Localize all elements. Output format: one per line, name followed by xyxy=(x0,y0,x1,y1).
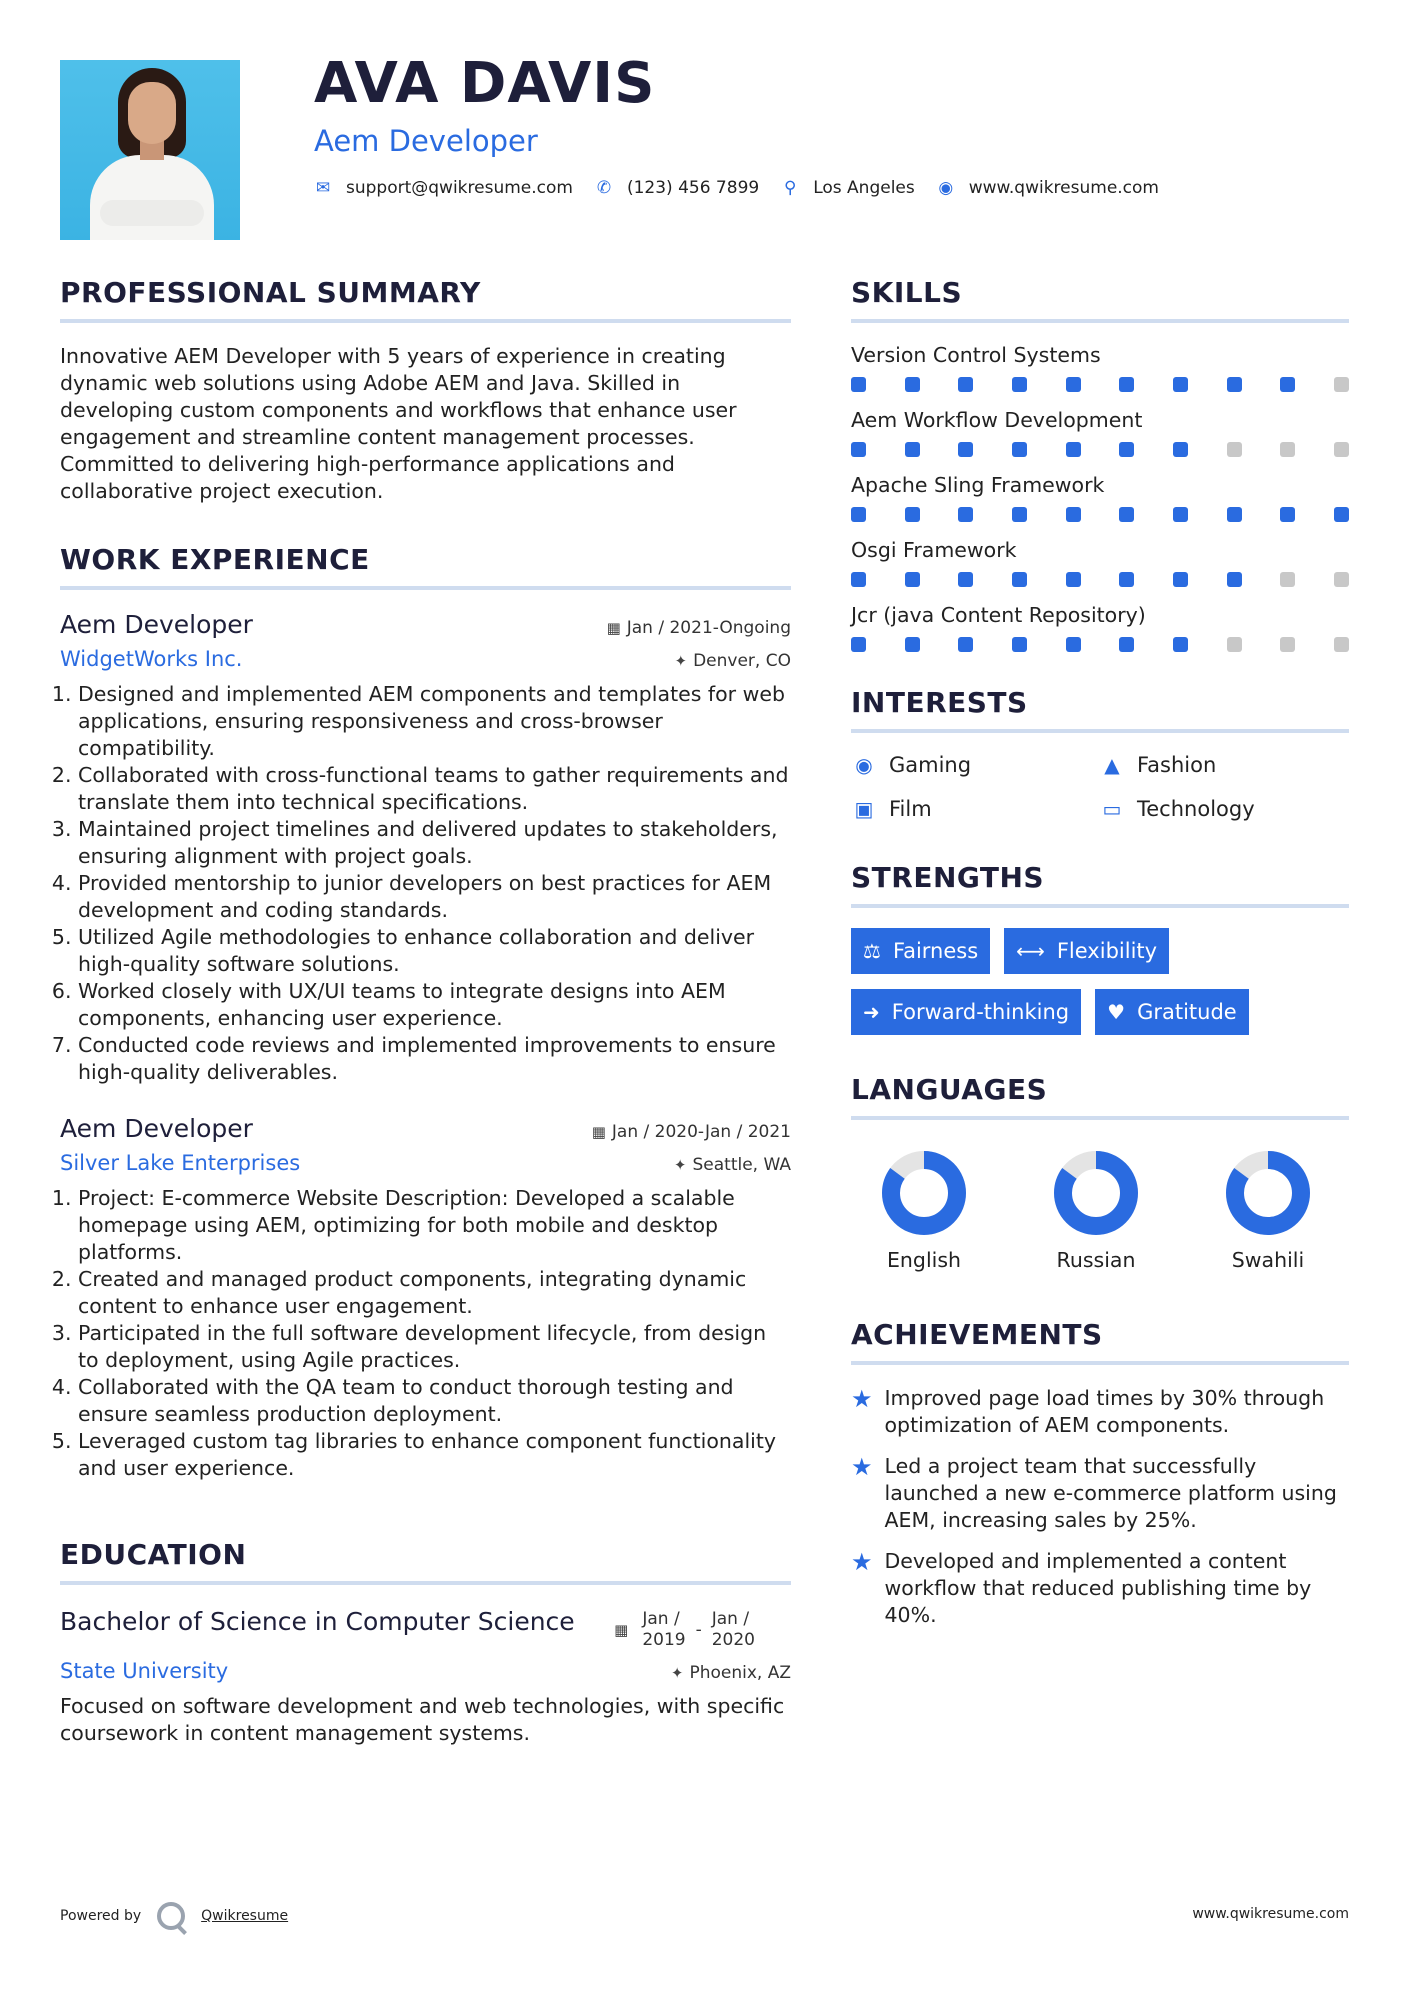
profile-photo xyxy=(60,60,240,240)
language-name: Russian xyxy=(1056,1248,1136,1272)
job-entry xyxy=(60,610,791,1086)
rating-dot-filled xyxy=(1173,442,1188,457)
map-marker-icon: ⚲ xyxy=(783,178,797,198)
rating-dot-filled xyxy=(905,637,920,652)
rating-dot-filled xyxy=(1280,377,1295,392)
list-item: 5. Utilized Agile methodologies to enhance collaboration and deliver high-quality software solutions. xyxy=(78,924,791,978)
film-icon: ▣ xyxy=(854,797,874,821)
rating-dot-filled xyxy=(958,637,973,652)
left-column xyxy=(60,276,791,1747)
skill-item xyxy=(851,538,1349,587)
job-entry xyxy=(60,1114,791,1482)
rating-dot-filled xyxy=(958,442,973,457)
rating-dot-filled xyxy=(1280,507,1295,522)
pin-icon: ✦ xyxy=(674,652,688,670)
rating-dot-filled xyxy=(851,442,866,457)
rating-dot-filled xyxy=(1119,442,1134,457)
rating-dot-filled xyxy=(851,507,866,522)
rating-dot-filled xyxy=(1173,377,1188,392)
arrow-right-icon: ➜ xyxy=(863,1000,880,1024)
candidate-title: Aem Developer xyxy=(314,124,538,158)
languages-list xyxy=(851,1140,1349,1272)
job-company: Silver Lake Enterprises xyxy=(60,1151,301,1175)
skill-name: Aem Workflow Development xyxy=(851,408,1143,432)
summary-text: Innovative AEM Developer with 5 years of experience in creating dynamic web solutions using Adobe AEM and Java. Skilled in developing custom components and workflows that enhance user engagement and streamline content management processes. Committed to delivering high-performance applications and collaborative project execution. xyxy=(60,344,737,503)
skill-item xyxy=(851,408,1349,457)
rating-dot-filled xyxy=(1012,637,1027,652)
contact-website[interactable]: www.qwikresume.com xyxy=(968,178,1159,198)
list-item: 3. Maintained project timelines and delivered updates to stakeholders, ensuring alignment with project goals. xyxy=(78,816,791,870)
list-item: 2. Created and managed product components, integrating dynamic content to enhance user engagement. xyxy=(78,1266,791,1320)
job-location: ✦ Denver, CO xyxy=(674,651,791,671)
skill-name: Jcr (java Content Repository) xyxy=(851,603,1146,627)
skills-heading: SKILLS xyxy=(851,276,1349,323)
rating-dot-filled xyxy=(851,377,866,392)
footer-brand-link[interactable]: Qwikresume xyxy=(201,1908,289,1924)
rating-dot-empty xyxy=(1334,442,1349,457)
skill-item xyxy=(851,343,1349,392)
skill-rating xyxy=(851,442,1349,457)
star-icon: ★ xyxy=(851,1385,873,1413)
skills-list xyxy=(851,343,1349,652)
list-item: 2. Collaborated with cross-functional teams to gather requirements and translate them into technical specifications. xyxy=(78,762,791,816)
footer-powered-by: Powered by Qwikresume xyxy=(60,1902,288,1930)
footer-url[interactable]: www.qwikresume.com xyxy=(1192,1906,1349,1922)
rating-dot-filled xyxy=(1173,572,1188,587)
rating-dot-filled xyxy=(958,507,973,522)
edu-location: ✦ Phoenix, AZ xyxy=(670,1663,791,1683)
interest-item: ▭ Technology xyxy=(1099,797,1349,821)
rating-dot-empty xyxy=(1280,572,1295,587)
skill-name: Apache Sling Framework xyxy=(851,473,1105,497)
rating-dot-filled xyxy=(1012,507,1027,522)
contact-bar xyxy=(314,178,1181,198)
rating-dot-empty xyxy=(1280,637,1295,652)
skill-item xyxy=(851,473,1349,522)
interest-item: ▲ Fashion xyxy=(1099,753,1349,777)
skill-rating xyxy=(851,572,1349,587)
skill-name: Version Control Systems xyxy=(851,343,1101,367)
achievements-list xyxy=(851,1385,1349,1629)
star-icon: ★ xyxy=(851,1548,873,1576)
globe-icon: ◉ xyxy=(938,178,954,198)
rating-dot-empty xyxy=(1334,377,1349,392)
strengths-list xyxy=(851,928,1349,1035)
interests-heading: INTERESTS xyxy=(851,686,1349,733)
strength-tag: ⚖ Fairness xyxy=(851,928,990,974)
language-name: Swahili xyxy=(1231,1248,1305,1272)
pin-icon: ✦ xyxy=(670,1664,684,1682)
edu-description: Focused on software development and web technologies, with specific coursework in content management systems. xyxy=(60,1694,785,1745)
rating-dot-filled xyxy=(1227,377,1242,392)
rating-dot-filled xyxy=(905,572,920,587)
rating-dot-filled xyxy=(1066,572,1081,587)
education-heading: EDUCATION xyxy=(60,1538,791,1585)
rating-dot-empty xyxy=(1334,637,1349,652)
balance-scale-icon: ⚖ xyxy=(863,939,881,963)
strengths-heading: STRENGTHS xyxy=(851,861,1349,908)
gamepad-icon: ◉ xyxy=(855,753,873,777)
rating-dot-empty xyxy=(1227,442,1242,457)
interest-item: ◉ Gaming xyxy=(851,753,1099,777)
job-company: WidgetWorks Inc. xyxy=(60,647,243,671)
job-date: ▦ Jan / 2021-Ongoing xyxy=(606,618,791,638)
star-icon: ★ xyxy=(851,1453,873,1481)
calendar-icon: ▦ xyxy=(606,619,621,637)
strength-tag: ♥ Gratitude xyxy=(1095,989,1249,1035)
rating-dot-filled xyxy=(1119,377,1134,392)
rating-dot-filled xyxy=(1012,442,1027,457)
rating-dot-empty xyxy=(1280,442,1295,457)
list-item: 6. Worked closely with UX/UI teams to integrate designs into AEM components, enhancing user experience. xyxy=(78,978,791,1032)
language-donut xyxy=(1225,1150,1311,1236)
rating-dot-empty xyxy=(1334,572,1349,587)
list-item: 3. Participated in the full software development lifecycle, from design to deployment, using Agile practices. xyxy=(78,1320,791,1374)
experience-heading: WORK EXPERIENCE xyxy=(60,543,791,590)
job-title: Aem Developer xyxy=(60,1114,253,1143)
edu-dates: ▦ Jan / 2019 - Jan / 2020 xyxy=(614,1609,755,1650)
rating-dot-filled xyxy=(905,377,920,392)
shopping-bag-icon: ▲ xyxy=(1104,753,1120,777)
pin-icon: ✦ xyxy=(673,1156,687,1174)
language-donut xyxy=(881,1150,967,1236)
skill-rating xyxy=(851,637,1349,652)
edu-degree: Bachelor of Science in Computer Science xyxy=(60,1607,575,1636)
contact-email[interactable]: support@qwikresume.com xyxy=(346,178,573,198)
contact-location: Los Angeles xyxy=(813,178,915,198)
job-title: Aem Developer xyxy=(60,610,253,639)
skill-name: Osgi Framework xyxy=(851,538,1017,562)
language-name: English xyxy=(886,1248,962,1272)
rating-dot-filled xyxy=(905,442,920,457)
calendar-icon: ▦ xyxy=(614,1620,629,1639)
language-item xyxy=(1041,1150,1151,1272)
skill-rating xyxy=(851,377,1349,392)
language-item xyxy=(1213,1150,1323,1272)
achievement-item: ★ Led a project team that successfully launched a new e-commerce platform using AEM, increasing sales by 25%. xyxy=(851,1453,1337,1532)
list-item: 1. Designed and implemented AEM components and templates for web applications, ensuring responsiveness and cross-browser compatibility. xyxy=(78,681,791,762)
qwikresume-logo-icon xyxy=(157,1902,185,1930)
rating-dot-filled xyxy=(958,377,973,392)
list-item: 4. Provided mentorship to junior developers on best practices for AEM development and coding standards. xyxy=(78,870,791,924)
rating-dot-filled xyxy=(1066,507,1081,522)
rating-dot-filled xyxy=(851,637,866,652)
rating-dot-filled xyxy=(1334,507,1349,522)
job-bullets xyxy=(60,681,791,1086)
rating-dot-filled xyxy=(1012,377,1027,392)
skill-item xyxy=(851,603,1349,652)
rating-dot-filled xyxy=(1173,637,1188,652)
language-donut xyxy=(1053,1150,1139,1236)
list-item: 7. Conducted code reviews and implemented improvements to ensure high-quality deliverables. xyxy=(78,1032,791,1086)
rating-dot-filled xyxy=(1066,377,1081,392)
rating-dot-filled xyxy=(1173,507,1188,522)
skill-rating xyxy=(851,507,1349,522)
achievement-item: ★ Developed and implemented a content workflow that reduced publishing time by 40%. xyxy=(851,1548,1312,1627)
job-bullets xyxy=(60,1185,791,1482)
language-item xyxy=(869,1150,979,1272)
summary-heading: PROFESSIONAL SUMMARY xyxy=(60,276,791,323)
languages-heading: LANGUAGES xyxy=(851,1073,1349,1120)
rating-dot-filled xyxy=(1012,572,1027,587)
rating-dot-filled xyxy=(1066,442,1081,457)
list-item: 1. Project: E-commerce Website Description: Developed a scalable homepage using AEM, optimizing for both mobile and desktop platforms. xyxy=(78,1185,791,1266)
rating-dot-filled xyxy=(1066,637,1081,652)
candidate-name: AVA DAVIS xyxy=(314,51,656,116)
rating-dot-filled xyxy=(851,572,866,587)
right-column xyxy=(851,276,1349,1643)
envelope-icon: ✉ xyxy=(315,178,331,198)
arrows-horizontal-icon: ⟷ xyxy=(1016,939,1045,963)
interests-list xyxy=(851,753,1349,821)
strength-tag: ➜ Forward-thinking xyxy=(851,989,1081,1035)
job-date: ▦ Jan / 2020-Jan / 2021 xyxy=(591,1122,791,1142)
laptop-icon: ▭ xyxy=(1102,797,1122,821)
heart-icon: ♥ xyxy=(1107,1000,1126,1024)
phone-icon: ✆ xyxy=(596,178,612,198)
achievement-item: ★ Improved page load times by 30% through optimization of AEM components. xyxy=(851,1385,1325,1437)
job-location: ✦ Seattle, WA xyxy=(673,1155,791,1175)
list-item: 5. Leveraged custom tag libraries to enhance component functionality and user experience. xyxy=(78,1428,791,1482)
edu-school: State University xyxy=(60,1659,229,1683)
rating-dot-filled xyxy=(1119,572,1134,587)
strength-tag: ⟷ Flexibility xyxy=(1004,928,1169,974)
rating-dot-filled xyxy=(1227,507,1242,522)
contact-phone[interactable]: (123) 456 7899 xyxy=(626,178,760,198)
achievements-heading: ACHIEVEMENTS xyxy=(851,1318,1349,1365)
rating-dot-filled xyxy=(1119,507,1134,522)
rating-dot-filled xyxy=(1119,637,1134,652)
rating-dot-empty xyxy=(1227,637,1242,652)
rating-dot-filled xyxy=(1227,572,1242,587)
interest-item: ▣ Film xyxy=(851,797,1099,821)
rating-dot-filled xyxy=(958,572,973,587)
list-item: 4. Collaborated with the QA team to conduct thorough testing and ensure seamless production deployment. xyxy=(78,1374,791,1428)
calendar-icon: ▦ xyxy=(591,1123,606,1141)
rating-dot-filled xyxy=(905,507,920,522)
